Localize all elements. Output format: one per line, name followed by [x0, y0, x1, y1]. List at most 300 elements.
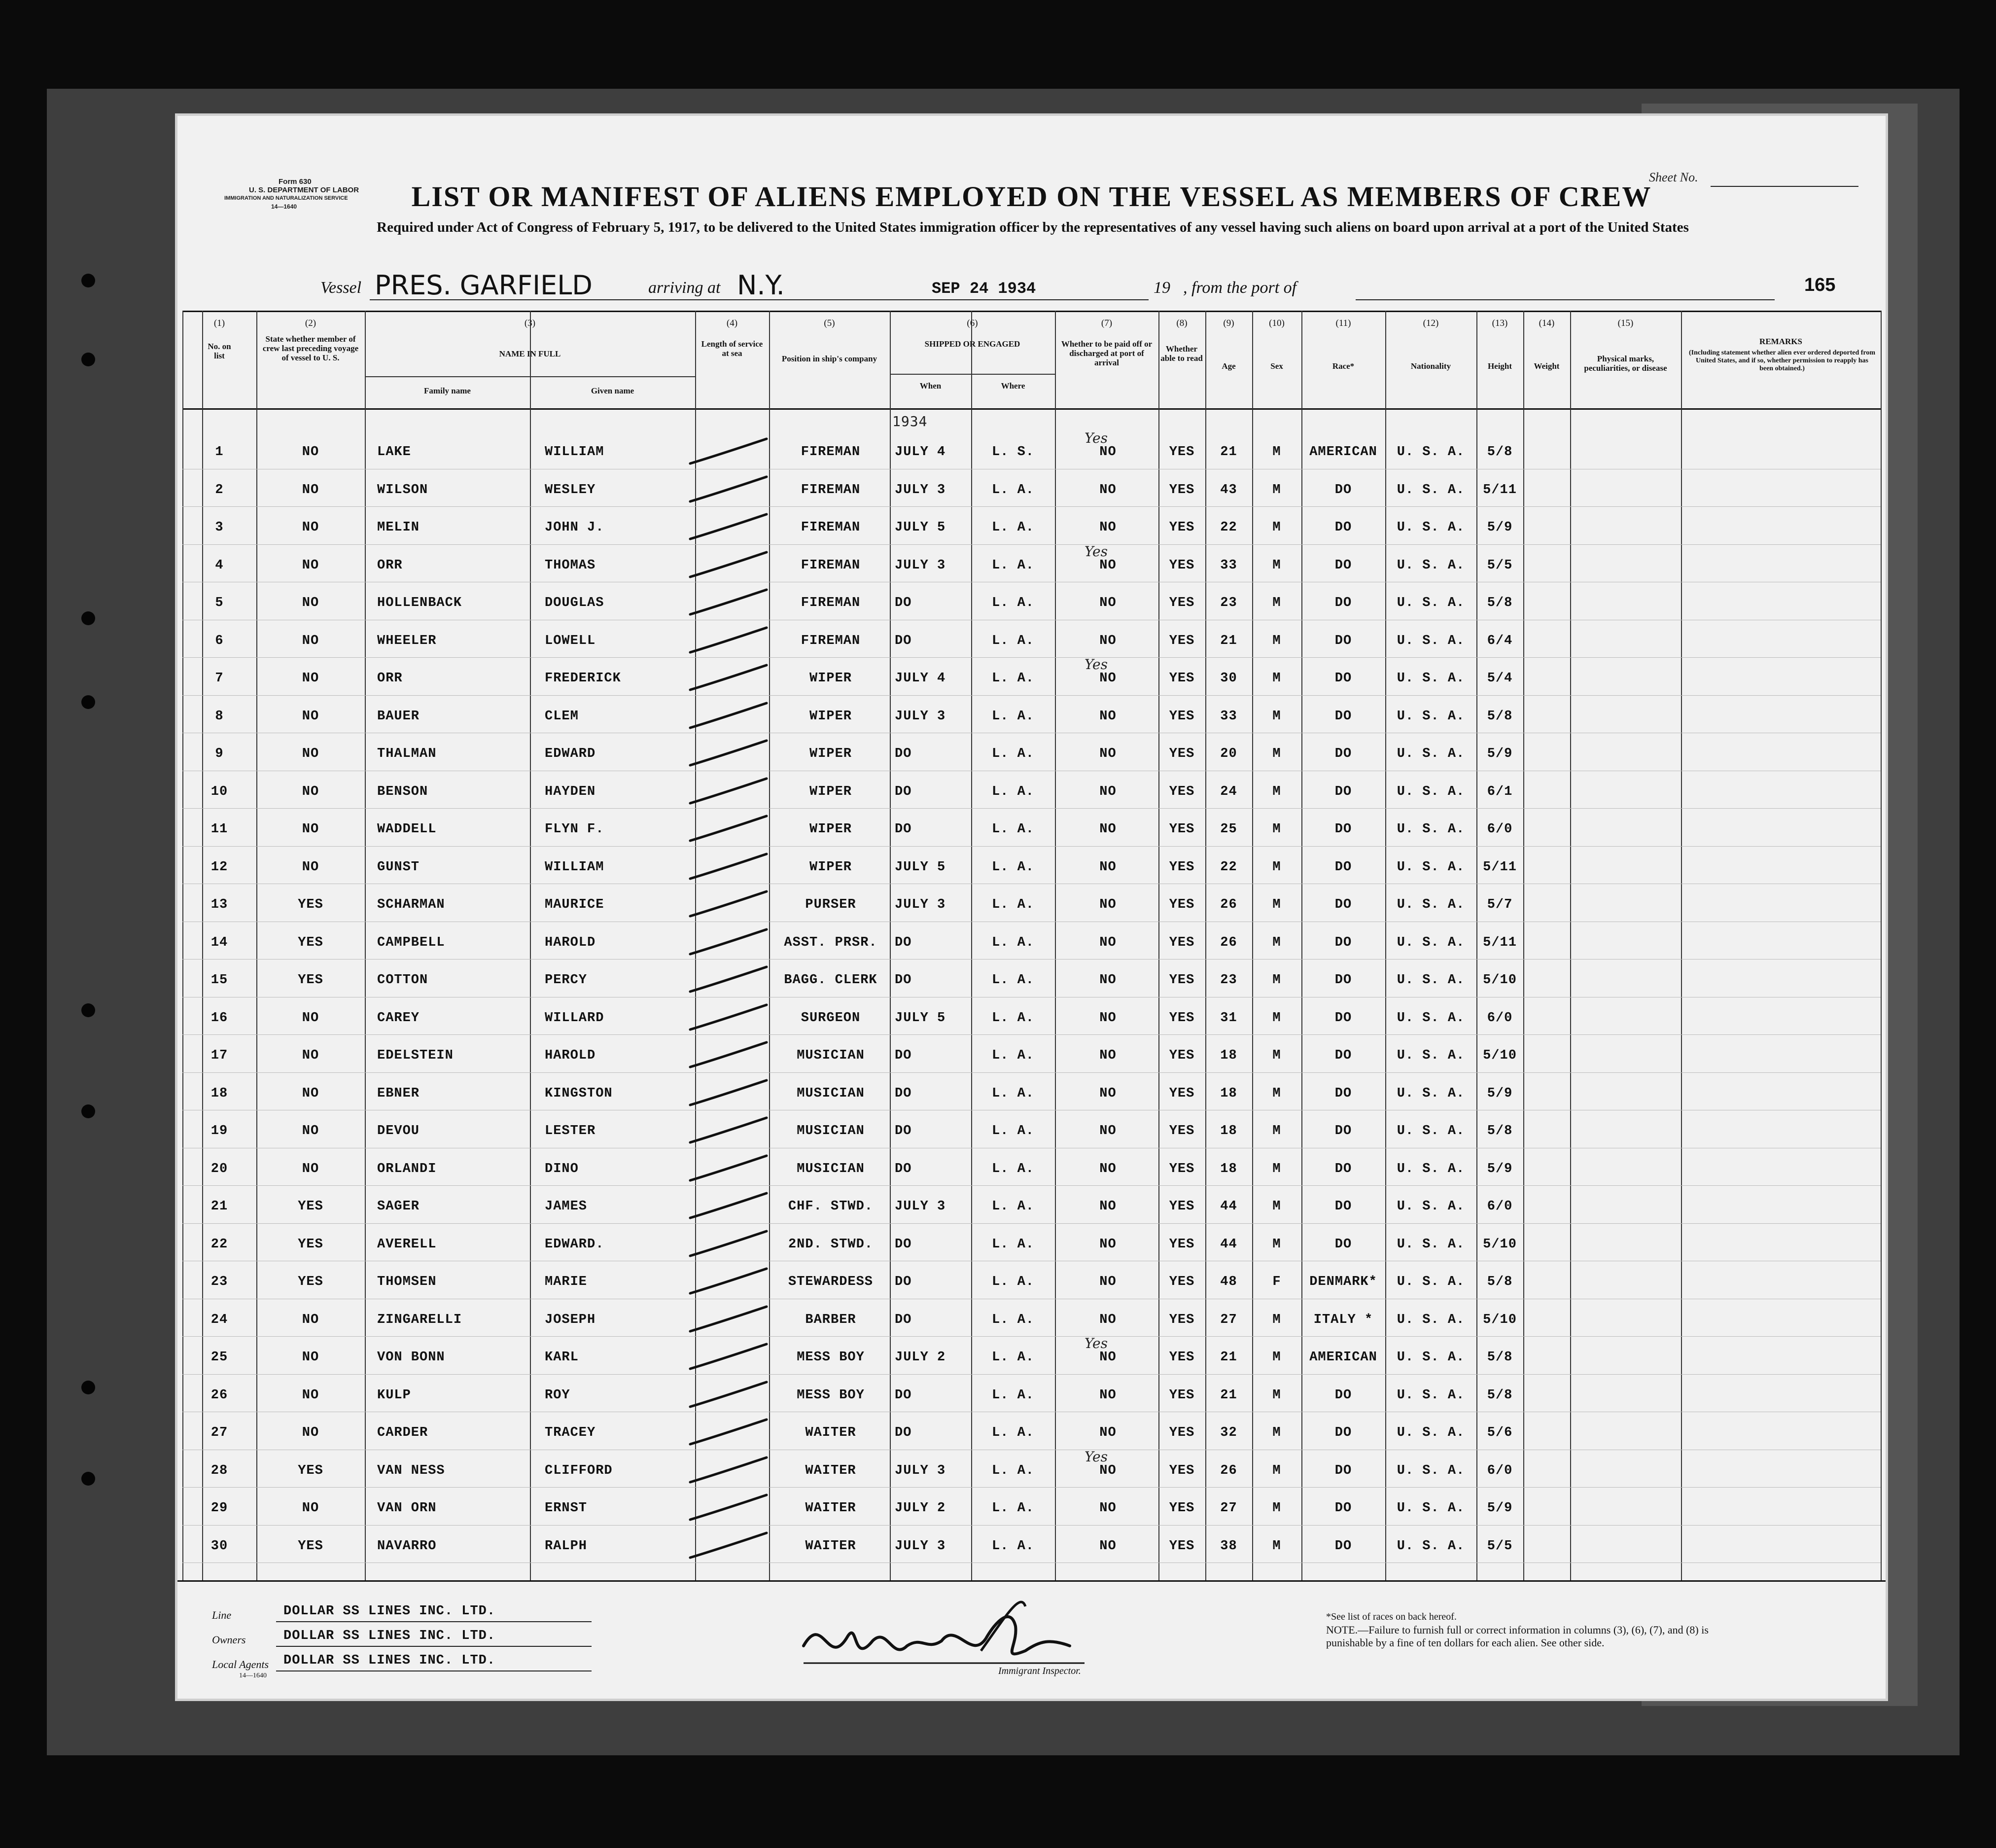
- service-check-mark: [685, 625, 769, 660]
- sex: M: [1272, 1463, 1281, 1478]
- position: FIREMAN: [801, 445, 861, 460]
- owners-label: Owners: [212, 1634, 246, 1646]
- arriving-port: N.Y.: [737, 270, 785, 301]
- nationality: U. S. A.: [1397, 1425, 1465, 1440]
- able-to-read: YES: [1169, 596, 1195, 610]
- inspector-label: Immigrant Inspector.: [998, 1666, 1081, 1676]
- col5-number: (5): [824, 318, 835, 328]
- shipped-where: L. A.: [991, 1425, 1034, 1440]
- age: 44: [1220, 1199, 1237, 1214]
- race: ITALY *: [1313, 1312, 1373, 1327]
- able-to-read: YES: [1169, 671, 1195, 686]
- nationality: U. S. A.: [1397, 558, 1465, 573]
- age: 18: [1220, 1124, 1237, 1138]
- table-row: [182, 1005, 1881, 1043]
- service-check-mark: [685, 964, 769, 999]
- sex: M: [1272, 746, 1281, 761]
- line-label: Line: [212, 1609, 232, 1621]
- position: MUSICIAN: [797, 1161, 865, 1176]
- height: 5/8: [1487, 596, 1513, 610]
- row-number: 7: [215, 671, 224, 686]
- races-note: *See list of races on back hereof.: [1326, 1611, 1457, 1622]
- previous-voyage: NO: [302, 671, 319, 686]
- race: DO: [1334, 1501, 1352, 1516]
- shipped-when: DO: [895, 935, 912, 950]
- remarks-header: REMARKS: [1759, 337, 1802, 346]
- able-to-read: YES: [1169, 633, 1195, 648]
- able-to-read: YES: [1169, 445, 1195, 460]
- row-number: 30: [210, 1538, 228, 1554]
- able-to-read: YES: [1169, 1425, 1195, 1440]
- row-number: 21: [210, 1199, 228, 1214]
- family-name: AVERELL: [377, 1237, 437, 1252]
- family-name: ZINGARELLI: [377, 1312, 462, 1327]
- vessel-label: Vessel: [320, 279, 362, 297]
- sex: M: [1272, 520, 1281, 535]
- col5-header: Position in ship's company: [781, 354, 877, 363]
- position: ASST. PRSR.: [784, 935, 877, 950]
- age: 38: [1220, 1538, 1237, 1554]
- col9-number: (9): [1223, 318, 1234, 328]
- previous-voyage: YES: [298, 935, 323, 950]
- age: 18: [1220, 1048, 1237, 1063]
- nationality: U. S. A.: [1397, 1463, 1465, 1478]
- service-check-mark: [685, 1304, 769, 1339]
- paid-off-handwritten: Yes: [1085, 656, 1108, 673]
- height: 5/11: [1483, 859, 1517, 875]
- height: 5/8: [1487, 709, 1513, 724]
- page-subtitle: Required under Act of Congress of February 5, 1917, to be delivered to the United States immigration officer by the representatives of any vessel having such aliens on board upon arrival at a port of the United States: [377, 219, 1689, 235]
- col15-header: Physical marks, peculiarities, or disease: [1584, 354, 1667, 373]
- family-name-header: Family name: [424, 386, 471, 395]
- position: WAITER: [805, 1538, 856, 1554]
- shipped-where: L. A.: [991, 1538, 1034, 1554]
- shipped-when: JULY 5: [895, 859, 946, 875]
- previous-voyage: YES: [298, 1237, 323, 1252]
- able-to-read: YES: [1169, 709, 1195, 724]
- position: MUSICIAN: [797, 1048, 865, 1063]
- paid-off: NO: [1099, 596, 1117, 610]
- age: 21: [1220, 445, 1237, 460]
- table-row: [182, 1269, 1881, 1307]
- shipped-where: L. A.: [991, 1350, 1034, 1365]
- given-name: FLYN F.: [545, 822, 604, 837]
- race: DO: [1334, 1199, 1352, 1214]
- position: WIPER: [809, 671, 852, 686]
- family-name: THALMAN: [377, 746, 437, 761]
- family-name: MELIN: [377, 520, 420, 535]
- age: 24: [1220, 784, 1237, 799]
- table-row: [182, 1495, 1881, 1533]
- row-number: 11: [210, 822, 228, 837]
- nationality: U. S. A.: [1397, 633, 1465, 648]
- given-name: WILLIAM: [545, 445, 604, 460]
- punch-hole: [81, 695, 95, 709]
- age: 33: [1220, 709, 1237, 724]
- sex: M: [1272, 671, 1281, 686]
- given-name: JAMES: [545, 1199, 588, 1214]
- shipped-divider: [890, 374, 1055, 375]
- nationality: U. S. A.: [1397, 596, 1465, 610]
- height: 6/4: [1487, 633, 1513, 648]
- vessel-underline: [370, 299, 1149, 300]
- position: MESS BOY: [797, 1387, 865, 1403]
- given-name: KARL: [545, 1350, 579, 1365]
- able-to-read: YES: [1169, 1350, 1195, 1365]
- shipped-where: L. A.: [991, 1463, 1034, 1478]
- owners-underline: [276, 1646, 592, 1647]
- race: DO: [1334, 859, 1352, 875]
- paid-off: NO: [1099, 859, 1117, 875]
- when-header: When: [919, 381, 942, 391]
- height: 5/5: [1487, 1538, 1513, 1554]
- sex: M: [1272, 596, 1281, 610]
- row-number: 25: [210, 1350, 228, 1365]
- sex: M: [1272, 1425, 1281, 1440]
- penalty-note: NOTE.—Failure to furnish full or correct information in columns (3), (6), (7), and (8) is punishable by a fine of ten dollars for each alien. See other side.: [1326, 1624, 1709, 1649]
- age: 31: [1220, 1010, 1237, 1026]
- form-department: U. S. DEPARTMENT OF LABOR: [249, 186, 359, 194]
- given-name: PERCY: [545, 973, 588, 988]
- col1-header: No. on list: [208, 342, 231, 360]
- col10-number: (10): [1269, 318, 1285, 328]
- age: 20: [1220, 746, 1237, 761]
- race: DO: [1334, 1237, 1352, 1252]
- nationality: U. S. A.: [1397, 1350, 1465, 1365]
- nationality: U. S. A.: [1397, 1538, 1465, 1554]
- shipped-where: L. A.: [991, 1275, 1034, 1289]
- family-name: WILSON: [377, 482, 428, 498]
- race: DO: [1334, 1463, 1352, 1478]
- able-to-read: YES: [1169, 520, 1195, 535]
- previous-voyage: NO: [302, 445, 319, 460]
- given-name: CLEM: [545, 709, 579, 724]
- shipped-when: JULY 4: [895, 445, 946, 460]
- shipped-where: L. A.: [991, 633, 1034, 648]
- service-check-mark: [685, 852, 769, 886]
- service-check-mark: [685, 663, 769, 697]
- shipped-where: L. A.: [991, 822, 1034, 837]
- race: DO: [1334, 784, 1352, 799]
- height: 5/11: [1483, 935, 1517, 950]
- col2-header: State whether member of crew last preceding voyage of vessel to U. S.: [262, 334, 359, 362]
- table-row: [182, 1118, 1881, 1156]
- previous-voyage: YES: [298, 973, 323, 988]
- height: 6/0: [1487, 1010, 1513, 1026]
- col12-header: Nationality: [1410, 361, 1451, 371]
- shipped-where: L. A.: [991, 1048, 1034, 1063]
- previous-voyage: NO: [302, 1010, 319, 1026]
- form-service: IMMIGRATION AND NATURALIZATION SERVICE: [224, 195, 348, 201]
- col9-header: Age: [1222, 361, 1236, 371]
- row-number: 15: [210, 973, 228, 988]
- height: 5/8: [1487, 1350, 1513, 1365]
- arrival-date-stamp: SEP 24 1934: [932, 280, 1036, 298]
- sex: M: [1272, 935, 1281, 950]
- age: 21: [1220, 1387, 1237, 1403]
- nationality: U. S. A.: [1397, 671, 1465, 686]
- vessel-line: [177, 270, 1886, 303]
- height: 5/4: [1487, 671, 1513, 686]
- shipped-where: L. A.: [991, 596, 1034, 610]
- nationality: U. S. A.: [1397, 822, 1465, 837]
- sex: M: [1272, 1199, 1281, 1214]
- row-number: 22: [210, 1237, 228, 1252]
- given-name: JOSEPH: [545, 1312, 596, 1327]
- shipped-when: JULY 5: [895, 1010, 946, 1026]
- footer-form-code: 14—1640: [239, 1672, 267, 1679]
- shipped-when: JULY 3: [895, 1463, 946, 1478]
- shipped-when: DO: [895, 973, 912, 988]
- column-headers: [182, 311, 1881, 410]
- age: 27: [1220, 1501, 1237, 1516]
- service-check-mark: [685, 1229, 769, 1263]
- shipped-when: DO: [895, 822, 912, 837]
- agents-label: Local Agents: [212, 1658, 269, 1670]
- year-label: 19: [1154, 279, 1170, 297]
- race: DO: [1334, 482, 1352, 498]
- family-name: NAVARRO: [377, 1538, 437, 1554]
- row-number: 2: [215, 482, 224, 498]
- table-row: [182, 1042, 1881, 1080]
- position: BAGG. CLERK: [784, 973, 877, 988]
- service-check-mark: [685, 550, 769, 584]
- row-number: 24: [210, 1312, 228, 1327]
- able-to-read: YES: [1169, 1237, 1195, 1252]
- able-to-read: YES: [1169, 973, 1195, 988]
- paid-off: NO: [1099, 1350, 1117, 1365]
- family-name: THOMSEN: [377, 1275, 437, 1289]
- paid-off: NO: [1099, 784, 1117, 799]
- shipped-where: L. A.: [991, 709, 1034, 724]
- paid-off: NO: [1099, 1425, 1117, 1440]
- shipped-where: L. A.: [991, 1501, 1034, 1516]
- previous-voyage: NO: [302, 859, 319, 875]
- family-name: ORLANDI: [377, 1161, 437, 1176]
- family-name: EDELSTEIN: [377, 1048, 454, 1063]
- punch-hole: [81, 1381, 95, 1394]
- height: 5/9: [1487, 520, 1513, 535]
- owners-value: DOLLAR SS LINES INC. LTD.: [283, 1629, 496, 1643]
- shipped-when: DO: [895, 1312, 912, 1327]
- previous-voyage: YES: [298, 897, 323, 912]
- able-to-read: YES: [1169, 1312, 1195, 1327]
- paid-off-handwritten: Yes: [1085, 1335, 1108, 1351]
- family-name: VON BONN: [377, 1350, 445, 1365]
- table-row: [182, 656, 1881, 703]
- shipped-where: L. A.: [991, 671, 1034, 686]
- sex: M: [1272, 1312, 1281, 1327]
- age: 25: [1220, 822, 1237, 837]
- height: 5/11: [1483, 482, 1517, 498]
- able-to-read: YES: [1169, 897, 1195, 912]
- race: DO: [1334, 1124, 1352, 1138]
- height: 6/0: [1487, 1199, 1513, 1214]
- row-number: 8: [215, 709, 224, 724]
- height: 5/8: [1487, 445, 1513, 460]
- service-check-mark: [685, 1455, 769, 1490]
- previous-voyage: NO: [302, 746, 319, 761]
- shipped-when: DO: [895, 596, 912, 610]
- service-check-mark: [685, 1342, 769, 1376]
- nationality: U. S. A.: [1397, 1048, 1465, 1063]
- shipped-where: L. A.: [991, 935, 1034, 950]
- shipped-when: JULY 2: [895, 1350, 946, 1365]
- family-name: ORR: [377, 558, 403, 573]
- height: 5/10: [1483, 1312, 1517, 1327]
- col15-number: (15): [1617, 318, 1634, 328]
- nationality: U. S. A.: [1397, 1161, 1465, 1176]
- able-to-read: YES: [1169, 1538, 1195, 1554]
- position: 2ND. STWD.: [788, 1237, 874, 1252]
- service-check-mark: [685, 776, 769, 811]
- height: 5/9: [1487, 1161, 1513, 1176]
- service-check-mark: [685, 1530, 769, 1565]
- remarks-subheader: (Including statement whether alien ever ordered deported from United States, and if so, whether permission to reapply has been obtained.): [1688, 349, 1876, 372]
- family-name: CAMPBELL: [377, 935, 445, 950]
- previous-voyage: NO: [302, 1124, 319, 1138]
- shipped-where: L. A.: [991, 1387, 1034, 1403]
- col1-number: (1): [213, 318, 225, 328]
- service-check-mark: [685, 1078, 769, 1112]
- family-name: WADDELL: [377, 822, 437, 837]
- service-check-mark: [685, 436, 769, 471]
- form-number: Form 630: [279, 178, 312, 186]
- arriving-label: arriving at: [648, 279, 721, 297]
- sex: M: [1272, 1237, 1281, 1252]
- port-underline: [1356, 299, 1775, 300]
- service-check-mark: [685, 512, 769, 546]
- sex: M: [1272, 1350, 1281, 1365]
- col8-header: Whether able to read: [1160, 344, 1203, 363]
- previous-voyage: NO: [302, 1425, 319, 1440]
- able-to-read: YES: [1169, 746, 1195, 761]
- paid-off: NO: [1099, 482, 1117, 498]
- family-name: HOLLENBACK: [377, 596, 462, 610]
- paid-off: NO: [1099, 709, 1117, 724]
- previous-voyage: NO: [302, 709, 319, 724]
- table-row: [182, 967, 1881, 1005]
- shipped-where: L. A.: [991, 1124, 1034, 1138]
- paid-off-handwritten: Yes: [1085, 430, 1108, 446]
- service-check-mark: [685, 587, 769, 622]
- paid-off: NO: [1099, 671, 1117, 686]
- age: 32: [1220, 1425, 1237, 1440]
- col3-number: (3): [524, 318, 536, 328]
- nationality: U. S. A.: [1397, 1387, 1465, 1403]
- shipped-when: DO: [895, 1048, 912, 1063]
- race: DO: [1334, 935, 1352, 950]
- row-number: 12: [210, 859, 228, 875]
- service-check-mark: [685, 701, 769, 735]
- nationality: U. S. A.: [1397, 1237, 1465, 1252]
- paid-off-handwritten: Yes: [1085, 1448, 1108, 1465]
- height: 6/1: [1487, 784, 1513, 799]
- age: 18: [1220, 1086, 1237, 1101]
- col13-header: Height: [1487, 361, 1512, 371]
- table-row: [182, 514, 1881, 552]
- previous-voyage: NO: [302, 633, 319, 648]
- paid-off: NO: [1099, 1086, 1117, 1101]
- table-row: [182, 929, 1881, 967]
- line-value: DOLLAR SS LINES INC. LTD.: [283, 1604, 496, 1619]
- from-port-label: , from the port of: [1183, 279, 1297, 297]
- position: WAITER: [805, 1463, 856, 1478]
- shipped-when: DO: [895, 1086, 912, 1101]
- row-number: 19: [210, 1124, 228, 1138]
- given-name: HAROLD: [545, 1048, 596, 1063]
- nationality: U. S. A.: [1397, 520, 1465, 535]
- height: 5/8: [1487, 1124, 1513, 1138]
- shipped-where: L. A.: [991, 784, 1034, 799]
- col3-header: NAME IN FULL: [499, 349, 561, 358]
- given-name: RALPH: [545, 1538, 588, 1554]
- service-check-mark: [685, 1493, 769, 1527]
- race: DO: [1334, 1086, 1352, 1101]
- position: FIREMAN: [801, 482, 861, 498]
- age: 18: [1220, 1161, 1237, 1176]
- height: 5/9: [1487, 1501, 1513, 1516]
- shipped-where: L. A.: [991, 1199, 1034, 1214]
- previous-voyage: YES: [298, 1199, 323, 1214]
- given-name-header: Given name: [591, 386, 634, 395]
- table-row: [182, 1193, 1881, 1231]
- sex: M: [1272, 1387, 1281, 1403]
- able-to-read: YES: [1169, 1199, 1195, 1214]
- sex: M: [1272, 1538, 1281, 1554]
- sex: M: [1272, 558, 1281, 573]
- given-name: LESTER: [545, 1124, 596, 1138]
- position: BARBER: [805, 1312, 856, 1327]
- family-name: GUNST: [377, 859, 420, 875]
- punch-hole: [81, 1003, 95, 1017]
- table-row: [182, 703, 1881, 741]
- given-name: MARIE: [545, 1275, 588, 1289]
- family-name: EBNER: [377, 1086, 420, 1101]
- given-name: MAURICE: [545, 897, 604, 912]
- race: DO: [1334, 596, 1352, 610]
- previous-voyage: NO: [302, 1048, 319, 1063]
- family-name: SAGER: [377, 1199, 420, 1214]
- col6-header: SHIPPED OR ENGAGED: [924, 339, 1020, 349]
- shipped-when: JULY 3: [895, 482, 946, 498]
- shipped-where: L. A.: [991, 1161, 1034, 1176]
- shipped-when: DO: [895, 1425, 912, 1440]
- sex: M: [1272, 1086, 1281, 1101]
- family-name: COTTON: [377, 973, 428, 988]
- position: WIPER: [809, 822, 852, 837]
- year-note: 1934: [892, 413, 928, 429]
- nationality: U. S. A.: [1397, 1124, 1465, 1138]
- nationality: U. S. A.: [1397, 784, 1465, 799]
- height: 5/9: [1487, 1086, 1513, 1101]
- table-row: [182, 891, 1881, 929]
- age: 44: [1220, 1237, 1237, 1252]
- position: MUSICIAN: [797, 1124, 865, 1138]
- paid-off: NO: [1099, 1538, 1117, 1554]
- paid-off: NO: [1099, 897, 1117, 912]
- shipped-when: JULY 3: [895, 1199, 946, 1214]
- service-check-mark: [685, 1153, 769, 1188]
- height: 5/8: [1487, 1387, 1513, 1403]
- service-check-mark: [685, 474, 769, 509]
- height: 5/9: [1487, 746, 1513, 761]
- shipped-when: DO: [895, 1275, 912, 1289]
- sex: M: [1272, 1010, 1281, 1026]
- col11-number: (11): [1335, 318, 1351, 328]
- race: DO: [1334, 558, 1352, 573]
- shipped-where: L. A.: [991, 1086, 1034, 1101]
